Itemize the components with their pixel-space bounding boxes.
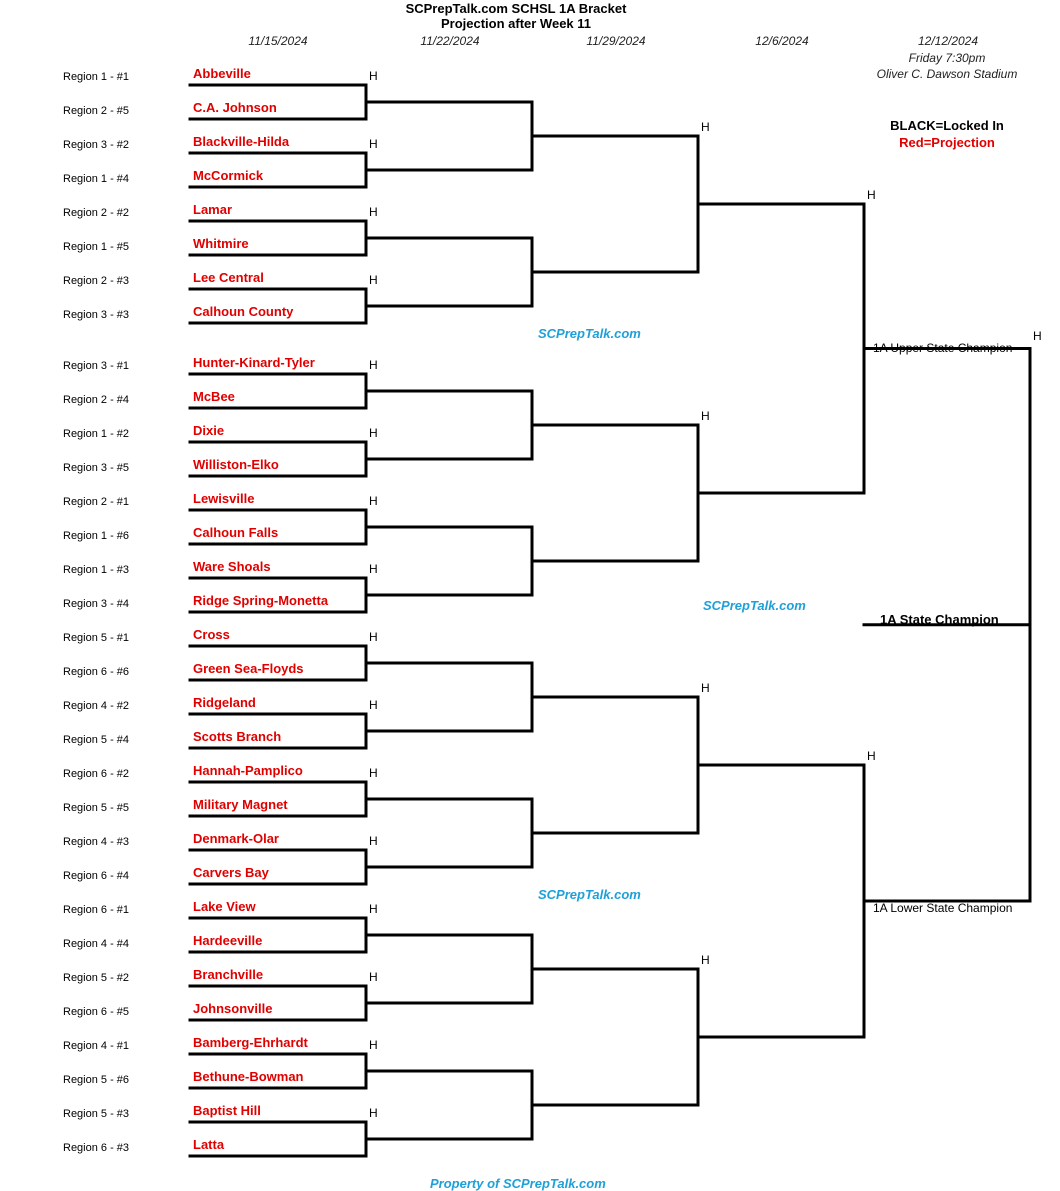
team-seed: Region 3 - #2 [63,139,130,151]
team-seed: Region 3 - #1 [63,360,130,372]
team-name: Green Sea-Floyds [193,661,304,676]
team-name: Hardeeville [193,933,263,948]
team-name: Baptist Hill [193,1103,261,1118]
team-seed: Region 2 - #4 [63,394,130,406]
home-marker: H [369,902,378,916]
home-marker: H [369,1038,378,1052]
upper-state-champion-label: 1A Upper State Champion [873,341,1013,355]
team-seed: Region 6 - #1 [63,904,130,916]
home-marker: H [369,205,378,219]
home-marker: H [701,409,710,423]
team-name: Bethune-Bowman [193,1069,304,1084]
team-name: Williston-Elko [193,457,279,472]
home-marker: H [369,426,378,440]
final-game-venue: Oliver C. Dawson Stadium [876,67,1018,81]
team-seed: Region 3 - #4 [63,598,130,610]
team-name: McCormick [193,168,264,183]
home-marker: H [369,698,378,712]
team-seed: Region 2 - #1 [63,496,130,508]
team-name: Carvers Bay [193,865,269,880]
home-marker: H [369,1106,378,1120]
team-name: Ware Shoals [193,559,271,574]
team-name: C.A. Johnson [193,100,277,115]
team-name: Latta [193,1137,225,1152]
team-seed: Region 5 - #2 [63,972,130,984]
team-seed: Region 6 - #2 [63,768,130,780]
team-name: Lake View [193,899,256,914]
team-seed: Region 4 - #4 [63,938,130,950]
home-marker: H [369,69,378,83]
home-marker: H [369,766,378,780]
round-5-date: 12/12/2024 [917,34,979,48]
team-seed: Region 5 - #4 [63,734,130,746]
team-seed: Region 2 - #2 [63,207,130,219]
final-game-time: Friday 7:30pm [908,51,986,65]
team-seed: Region 1 - #4 [63,173,130,185]
team-seed: Region 3 - #5 [63,462,130,474]
home-marker: H [867,749,876,763]
team-seed: Region 6 - #5 [63,1006,130,1018]
page-title: SCPrepTalk.com SCHSL 1A Bracket [405,1,627,16]
team-name: Abbeville [193,66,251,81]
round-2-date: 11/22/2024 [420,34,480,48]
team-seed: Region 6 - #3 [63,1142,130,1154]
team-seed: Region 1 - #2 [63,428,130,440]
team-name: Hannah-Pamplico [193,763,303,778]
round-4-date: 12/6/2024 [755,34,809,48]
team-name: Lee Central [193,270,264,285]
home-marker: H [369,562,378,576]
team-seed: Region 4 - #3 [63,836,130,848]
team-name: Dixie [193,423,225,438]
team-seed: Region 5 - #3 [63,1108,130,1120]
round-3-date: 11/29/2024 [586,34,646,48]
watermark: SCPrepTalk.com [538,326,641,341]
state-champion-label: 1A State Champion [880,612,999,627]
team-seed: Region 5 - #5 [63,802,130,814]
home-marker: H [701,953,710,967]
team-name: Lewisville [193,491,255,506]
team-name: Branchville [193,967,264,982]
team-name: Lamar [193,202,233,217]
team-name: Ridge Spring-Monetta [193,593,329,608]
team-seed: Region 4 - #2 [63,700,130,712]
home-marker: H [369,834,378,848]
team-seed: Region 1 - #6 [63,530,130,542]
team-name: Johnsonville [193,1001,273,1016]
team-name: Calhoun County [193,304,294,319]
team-name: Military Magnet [193,797,288,812]
team-seed: Region 5 - #1 [63,632,130,644]
team-seed: Region 1 - #3 [63,564,130,576]
team-name: Blackville-Hilda [193,134,290,149]
legend-locked: BLACK=Locked In [890,118,1004,133]
team-seed: Region 3 - #3 [63,309,130,321]
lower-state-champion-label: 1A Lower State Champion [873,901,1013,915]
team-seed: Region 1 - #1 [63,71,130,83]
team-name: Denmark-Olar [193,831,279,846]
footer-ownership: Property of SCPrepTalk.com [430,1176,606,1191]
home-marker: H [701,120,710,134]
team-name: Whitmire [193,236,249,251]
legend-projection: Red=Projection [899,135,995,150]
home-marker: H [867,188,876,202]
team-seed: Region 1 - #5 [63,241,130,253]
team-seed: Region 2 - #5 [63,105,130,117]
team-name: Bamberg-Ehrhardt [193,1035,308,1050]
team-seed: Region 4 - #1 [63,1040,130,1052]
home-marker: H [369,970,378,984]
team-name: Cross [193,627,230,642]
team-seed: Region 5 - #6 [63,1074,130,1086]
home-marker: H [701,681,710,695]
team-seed: Region 6 - #6 [63,666,130,678]
team-name: Ridgeland [193,695,256,710]
watermark: SCPrepTalk.com [703,598,806,613]
home-marker: H [369,630,378,644]
team-name: Calhoun Falls [193,525,279,540]
team-seed: Region 6 - #4 [63,870,130,882]
home-marker: H [369,137,378,151]
home-marker: H [369,358,378,372]
home-marker: H [1033,328,1042,343]
team-seed: Region 2 - #3 [63,275,130,287]
team-name: Scotts Branch [193,729,282,744]
team-name: McBee [193,389,235,404]
page-subtitle: Projection after Week 11 [440,16,592,31]
home-marker: H [369,273,378,287]
watermark: SCPrepTalk.com [538,887,641,902]
team-name: Hunter-Kinard-Tyler [193,355,315,370]
round-1-date: 11/15/2024 [248,34,308,48]
home-marker: H [369,494,378,508]
